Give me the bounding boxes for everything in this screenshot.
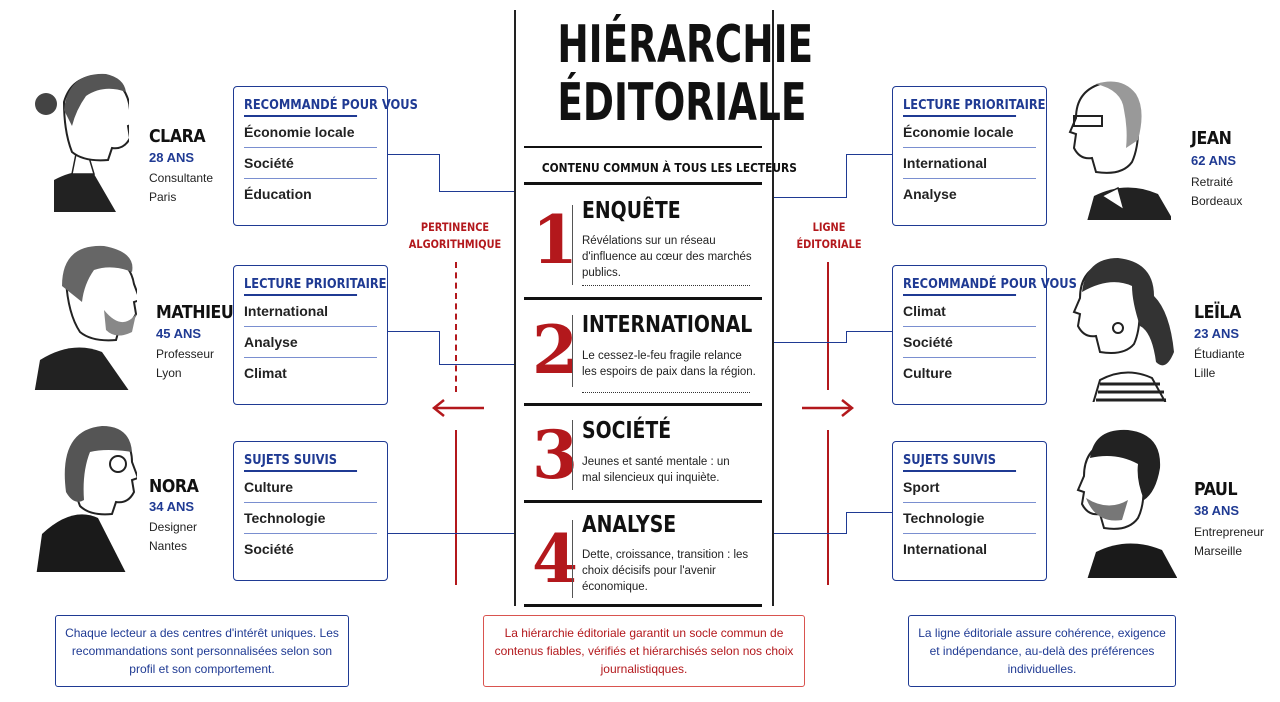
section-1-divider — [572, 205, 573, 285]
paul-age: 38 ANS — [1194, 503, 1240, 518]
clara-card-item[interactable]: Éducation — [244, 186, 312, 202]
nora-name: NORA — [149, 476, 199, 497]
paul-card-item[interactable]: International — [903, 541, 988, 557]
mathieu-card-item[interactable]: International — [244, 296, 377, 327]
section-1-dots — [582, 285, 750, 286]
clara-card-title: RECOMMANDÉ POUR VOUS — [244, 95, 357, 117]
left-arrow-icon — [430, 398, 486, 418]
section-2-title: INTERNATIONAL — [582, 312, 753, 338]
section-1-number: 1 — [532, 201, 578, 279]
section-3-number: 3 — [532, 416, 578, 494]
leila-info: Étudiante Lille — [1194, 347, 1245, 380]
right-solid-line-top — [827, 262, 829, 390]
clara-card — [233, 86, 418, 226]
connector-leila — [846, 331, 892, 343]
nora-portrait — [32, 422, 137, 572]
mathieu-card-title: LECTURE PRIORITAIRE — [244, 274, 357, 296]
leila-card-item[interactable]: Société — [903, 327, 1036, 358]
main-title — [557, 15, 814, 133]
jean-portrait — [1066, 70, 1171, 220]
mathieu-info: Professeur Lyon — [156, 347, 215, 380]
right-note: La ligne éditoriale assure cohérence, exigence et indépendance, au-delà des préférences individuelles. — [908, 615, 1176, 687]
section-3-title: SOCIÉTÉ — [582, 418, 672, 444]
connector-paul — [846, 512, 892, 534]
section-2-text: Le cessez-le-feu fragile relance les espoirs de paix dans la région. — [582, 350, 756, 378]
paul-card — [892, 441, 1047, 581]
leila-card-item[interactable]: Climat — [903, 296, 1036, 327]
section-4-title: ANALYSE — [582, 512, 677, 538]
connector-nora — [388, 512, 440, 534]
main-title-line1: HIÉRARCHIE — [557, 15, 814, 75]
section-2-dots — [582, 392, 750, 393]
subtitle-rule — [524, 182, 762, 185]
nora-info: Designer Nantes — [149, 520, 198, 553]
main-title-line2: ÉDITORIALE — [557, 73, 807, 133]
paul-portrait — [1072, 428, 1177, 578]
jean-name: JEAN — [1191, 128, 1232, 149]
editorial-line-label: LIGNE ÉDITORIALE — [796, 220, 862, 251]
paul-card-title: SUJETS SUIVIS — [903, 450, 1016, 472]
mathieu-age: 45 ANS — [156, 326, 202, 341]
jean-card-item[interactable]: Analyse — [903, 186, 957, 202]
section-2-divider — [572, 315, 573, 387]
jean-card-item[interactable]: Économie locale — [903, 117, 1036, 148]
section-rule-3 — [524, 500, 762, 503]
section-1-title: ENQUÊTE — [582, 198, 681, 224]
connector-mathieu — [388, 331, 440, 365]
paul-card-item[interactable]: Sport — [903, 472, 1036, 503]
section-rule-1 — [524, 297, 762, 300]
leila-portrait — [1070, 252, 1175, 402]
section-rule-4 — [524, 604, 762, 607]
right-arrow-icon — [800, 398, 856, 418]
leila-card — [892, 265, 1077, 405]
leila-card-title: RECOMMANDÉ POUR VOUS — [903, 274, 1016, 296]
common-content-subtitle: CONTENU COMMUN À TOUS LES LECTEURS — [541, 160, 797, 175]
left-note: Chaque lecteur a des centres d'intérêt uniques. Les recommandations sont personnalisées selon son profil et son comportement. — [55, 615, 349, 687]
section-3-divider — [572, 420, 573, 490]
mathieu-name: MATHIEU — [156, 302, 234, 323]
nora-card-item[interactable]: Culture — [244, 472, 377, 503]
nora-card-title: SUJETS SUIVIS — [244, 450, 357, 472]
clara-card-item[interactable]: Société — [244, 148, 377, 179]
clara-portrait — [24, 62, 129, 212]
section-1-text: Révélations sur un réseau d'influence au cœur des marchés publics. — [582, 235, 752, 279]
nora-card-item[interactable]: Société — [244, 541, 294, 557]
clara-age: 28 ANS — [149, 150, 195, 165]
jean-info: Retraité Bordeaux — [1191, 175, 1243, 208]
clara-name: CLARA — [149, 126, 206, 147]
paul-card-item[interactable]: Technologie — [903, 503, 1036, 534]
section-4-divider — [572, 520, 573, 598]
jean-card — [892, 86, 1047, 226]
connector-jean — [846, 154, 892, 198]
title-rule — [524, 146, 762, 148]
section-4-number: 4 — [532, 520, 578, 598]
left-solid-line — [455, 430, 457, 585]
leila-age: 23 ANS — [1194, 326, 1240, 341]
algorithmic-relevance-label: PERTINENCE ALGORITHMIQUE — [408, 220, 502, 251]
jean-card-item[interactable]: International — [903, 148, 1036, 179]
leila-name: LEÏLA — [1194, 302, 1241, 323]
clara-card-item[interactable]: Économie locale — [244, 117, 377, 148]
mathieu-portrait — [32, 240, 137, 390]
center-column-left-border — [514, 10, 516, 606]
section-rule-2 — [524, 403, 762, 406]
left-dashed-line — [455, 262, 457, 392]
mathieu-card-item[interactable]: Climat — [244, 365, 287, 381]
jean-card-title: LECTURE PRIORITAIRE — [903, 95, 1016, 117]
nora-card — [233, 441, 388, 581]
section-2-number: 2 — [532, 311, 578, 389]
paul-name: PAUL — [1194, 479, 1238, 500]
section-3-text: Jeunes et santé mentale : un mal silencieux qui inquiète. — [582, 456, 730, 484]
nora-age: 34 ANS — [149, 499, 195, 514]
nora-card-item[interactable]: Technologie — [244, 503, 377, 534]
connector-clara — [388, 154, 440, 192]
leila-card-item[interactable]: Culture — [903, 365, 952, 381]
mathieu-card-item[interactable]: Analyse — [244, 327, 377, 358]
right-solid-line-bottom — [827, 430, 829, 585]
jean-age: 62 ANS — [1191, 153, 1237, 168]
center-note: La hiérarchie éditoriale garantit un socle commun de contenus fiables, vérifiés et hiérarchisés selon nos choix journalistiqques. — [483, 615, 805, 687]
paul-info: Entrepreneur Marseille — [1194, 525, 1265, 558]
mathieu-card — [233, 265, 388, 405]
clara-info: Consultante Paris — [149, 171, 214, 204]
section-4-text: Dette, croissance, transition : les choix décisifs pour l'avenir économique. — [582, 549, 749, 593]
